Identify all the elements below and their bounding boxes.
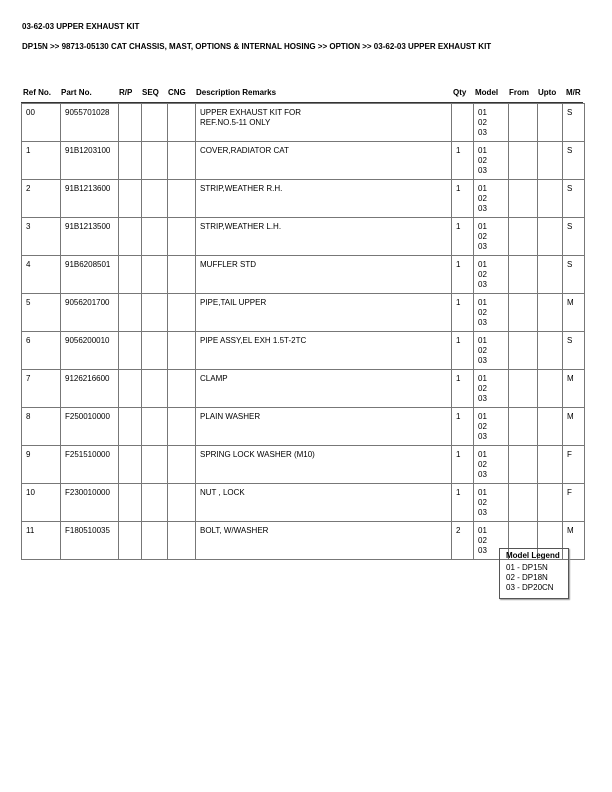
- upto-cell: [538, 370, 563, 408]
- description-cell: [196, 370, 452, 408]
- description-line: UPPER EXHAUST KIT FOR: [200, 108, 302, 117]
- model-code: 03: [478, 204, 487, 213]
- description-cell: [196, 180, 452, 218]
- mr-cell: M: [563, 522, 585, 560]
- cng-cell: [168, 522, 196, 560]
- model-code: 03: [478, 242, 487, 251]
- from-cell: [509, 332, 538, 370]
- model-code: 02: [478, 384, 487, 393]
- qty-cell: 1: [452, 484, 474, 522]
- rp-cell: [119, 332, 142, 370]
- mr-cell: F: [563, 446, 585, 484]
- seq-cell: [142, 256, 168, 294]
- model-code: 03: [478, 394, 487, 403]
- description-cell: [196, 218, 452, 256]
- model-legend: [499, 548, 569, 599]
- qty-cell: 1: [452, 180, 474, 218]
- ref-cell: 00: [22, 104, 61, 142]
- part-no-cell: F180510035: [61, 522, 119, 560]
- part-no-cell: F251510000: [61, 446, 119, 484]
- column-header: Part No.: [61, 88, 92, 97]
- rp-cell: [119, 142, 142, 180]
- from-cell: [509, 408, 538, 446]
- description-line: BOLT, W/WASHER: [200, 526, 269, 535]
- from-cell: [509, 446, 538, 484]
- model-code: 02: [478, 346, 487, 355]
- upto-cell: [538, 104, 563, 142]
- description-line: COVER,RADIATOR CAT: [200, 146, 289, 155]
- description-line: MUFFLER STD: [200, 260, 256, 269]
- model-code: 02: [478, 536, 487, 545]
- model-code: 02: [478, 460, 487, 469]
- qty-cell: 1: [452, 370, 474, 408]
- model-code: 03: [478, 432, 487, 441]
- from-cell: [509, 180, 538, 218]
- model-code: 02: [478, 422, 487, 431]
- mr-cell: S: [563, 332, 585, 370]
- model-code: 02: [478, 232, 487, 241]
- model-code: 03: [478, 470, 487, 479]
- table-row: [22, 256, 585, 294]
- cng-cell: [168, 256, 196, 294]
- column-header: Ref No.: [23, 88, 51, 97]
- qty-cell: 1: [452, 218, 474, 256]
- table-row: [22, 180, 585, 218]
- model-cell: [474, 180, 509, 218]
- column-header: Model: [475, 88, 499, 97]
- table-row: [22, 484, 585, 522]
- column-header: SEQ: [142, 88, 159, 97]
- seq-cell: [142, 446, 168, 484]
- rp-cell: [119, 104, 142, 142]
- description-cell: [196, 256, 452, 294]
- model-code: 02: [478, 156, 487, 165]
- cng-cell: [168, 294, 196, 332]
- mr-cell: S: [563, 218, 585, 256]
- mr-cell: S: [563, 142, 585, 180]
- from-cell: [509, 294, 538, 332]
- cng-cell: [168, 218, 196, 256]
- model-code: 02: [478, 270, 487, 279]
- table-row: [22, 104, 585, 142]
- mr-cell: M: [563, 370, 585, 408]
- description-line: STRIP,WEATHER R.H.: [200, 184, 283, 193]
- model-code: 01: [478, 146, 487, 155]
- ref-cell: 7: [22, 370, 61, 408]
- model-cell: [474, 370, 509, 408]
- ref-cell: 10: [22, 484, 61, 522]
- mr-cell: S: [563, 104, 585, 142]
- description-cell: [196, 446, 452, 484]
- model-code: 01: [478, 412, 487, 421]
- rp-cell: [119, 256, 142, 294]
- part-no-cell: 91B6208501: [61, 256, 119, 294]
- qty-cell: 1: [452, 332, 474, 370]
- qty-cell: 1: [452, 408, 474, 446]
- description-cell: [196, 332, 452, 370]
- seq-cell: [142, 294, 168, 332]
- ref-cell: 2: [22, 180, 61, 218]
- column-header: Description Remarks: [196, 88, 277, 97]
- model-code: 01: [478, 184, 487, 193]
- cng-cell: [168, 180, 196, 218]
- part-no-cell: 9056201700: [61, 294, 119, 332]
- ref-cell: 9: [22, 446, 61, 484]
- table-row: [22, 218, 585, 256]
- qty-cell: 1: [452, 294, 474, 332]
- model-cell: [474, 408, 509, 446]
- ref-cell: 11: [22, 522, 61, 560]
- mr-cell: M: [563, 294, 585, 332]
- mr-cell: S: [563, 256, 585, 294]
- column-header: From: [509, 88, 529, 97]
- column-header: M/R: [566, 88, 581, 97]
- model-code: 01: [478, 450, 487, 459]
- description-cell: [196, 522, 452, 560]
- description-line: STRIP,WEATHER L.H.: [200, 222, 282, 231]
- rp-cell: [119, 294, 142, 332]
- model-cell: [474, 256, 509, 294]
- cng-cell: [168, 446, 196, 484]
- seq-cell: [142, 104, 168, 142]
- model-cell: [474, 142, 509, 180]
- ref-cell: 3: [22, 218, 61, 256]
- description-line: PIPE ASSY,EL EXH 1.5T-2TC: [200, 336, 307, 345]
- table-row: [22, 370, 585, 408]
- part-no-cell: F250010000: [61, 408, 119, 446]
- seq-cell: [142, 484, 168, 522]
- mr-cell: M: [563, 408, 585, 446]
- part-no-cell: F230010000: [61, 484, 119, 522]
- model-code: 03: [478, 508, 487, 517]
- from-cell: [509, 256, 538, 294]
- column-header: CNG: [168, 88, 186, 97]
- column-header: R/P: [119, 88, 133, 97]
- description-cell: [196, 104, 452, 142]
- rp-cell: [119, 522, 142, 560]
- model-code: 01: [478, 526, 487, 535]
- part-no-cell: 91B1213500: [61, 218, 119, 256]
- ref-cell: 8: [22, 408, 61, 446]
- seq-cell: [142, 370, 168, 408]
- legend-item: 03 - DP20CN: [506, 583, 554, 592]
- rp-cell: [119, 180, 142, 218]
- upto-cell: [538, 332, 563, 370]
- cng-cell: [168, 484, 196, 522]
- model-code: 03: [478, 546, 487, 555]
- rp-cell: [119, 218, 142, 256]
- rp-cell: [119, 370, 142, 408]
- cng-cell: [168, 104, 196, 142]
- rp-cell: [119, 408, 142, 446]
- table-row: [22, 408, 585, 446]
- qty-cell: 2: [452, 522, 474, 560]
- upto-cell: [538, 256, 563, 294]
- mr-cell: F: [563, 484, 585, 522]
- from-cell: [509, 142, 538, 180]
- upto-cell: [538, 446, 563, 484]
- model-code: 01: [478, 374, 487, 383]
- description-line: PIPE,TAIL UPPER: [200, 298, 267, 307]
- model-code: 02: [478, 498, 487, 507]
- qty-cell: [452, 104, 474, 142]
- model-cell: [474, 104, 509, 142]
- part-no-cell: 91B1203100: [61, 142, 119, 180]
- upto-cell: [538, 218, 563, 256]
- from-cell: [509, 484, 538, 522]
- from-cell: [509, 370, 538, 408]
- legend-title: Model Legend: [506, 551, 560, 560]
- description-cell: [196, 484, 452, 522]
- model-code: 02: [478, 194, 487, 203]
- seq-cell: [142, 180, 168, 218]
- description-cell: [196, 408, 452, 446]
- cng-cell: [168, 370, 196, 408]
- description-cell: [196, 294, 452, 332]
- qty-cell: 1: [452, 446, 474, 484]
- model-code: 03: [478, 166, 487, 175]
- column-header: Upto: [538, 88, 557, 97]
- qty-cell: 1: [452, 256, 474, 294]
- model-code: 03: [478, 128, 487, 137]
- page-title: 03-62-03 UPPER EXHAUST KIT: [22, 22, 140, 31]
- breadcrumb: DP15N >> 98713-05130 CAT CHASSIS, MAST, OPTIONS & INTERNAL HOSING >> OPTION >> 03-62-03 UPPER EXHAUST KIT: [22, 42, 492, 51]
- table-header: [21, 88, 583, 103]
- model-code: 01: [478, 260, 487, 269]
- description-cell: [196, 142, 452, 180]
- legend-item: 01 - DP15N: [506, 563, 548, 572]
- table-row: [22, 142, 585, 180]
- description-line: CLAMP: [200, 374, 228, 383]
- seq-cell: [142, 218, 168, 256]
- cng-cell: [168, 408, 196, 446]
- model-code: 02: [478, 118, 487, 127]
- seq-cell: [142, 408, 168, 446]
- description-line: REF.NO.5-11 ONLY: [200, 118, 271, 127]
- rp-cell: [119, 484, 142, 522]
- model-code: 01: [478, 298, 487, 307]
- model-code: 01: [478, 108, 487, 117]
- model-code: 01: [478, 488, 487, 497]
- table-row: [22, 332, 585, 370]
- part-no-cell: 9056200010: [61, 332, 119, 370]
- ref-cell: 5: [22, 294, 61, 332]
- description-line: PLAIN WASHER: [200, 412, 261, 421]
- model-cell: [474, 332, 509, 370]
- upto-cell: [538, 408, 563, 446]
- model-cell: [474, 294, 509, 332]
- model-code: 03: [478, 318, 487, 327]
- model-code: 03: [478, 356, 487, 365]
- seq-cell: [142, 332, 168, 370]
- from-cell: [509, 104, 538, 142]
- upto-cell: [538, 142, 563, 180]
- model-cell: [474, 218, 509, 256]
- cng-cell: [168, 142, 196, 180]
- model-code: 01: [478, 222, 487, 231]
- column-header: Qty: [453, 88, 467, 97]
- table-row: [22, 294, 585, 332]
- model-code: 02: [478, 308, 487, 317]
- model-code: 01: [478, 336, 487, 345]
- table-row: [22, 446, 585, 484]
- model-cell: [474, 446, 509, 484]
- rp-cell: [119, 446, 142, 484]
- qty-cell: 1: [452, 142, 474, 180]
- seq-cell: [142, 522, 168, 560]
- legend-item: 02 - DP18N: [506, 573, 548, 582]
- upto-cell: [538, 484, 563, 522]
- description-line: SPRING LOCK WASHER (M10): [200, 450, 315, 459]
- model-cell: [474, 484, 509, 522]
- seq-cell: [142, 142, 168, 180]
- ref-cell: 1: [22, 142, 61, 180]
- part-no-cell: 9055701028: [61, 104, 119, 142]
- from-cell: [509, 218, 538, 256]
- upto-cell: [538, 294, 563, 332]
- mr-cell: S: [563, 180, 585, 218]
- cng-cell: [168, 332, 196, 370]
- part-no-cell: 9126216600: [61, 370, 119, 408]
- upto-cell: [538, 180, 563, 218]
- ref-cell: 6: [22, 332, 61, 370]
- ref-cell: 4: [22, 256, 61, 294]
- model-code: 03: [478, 280, 487, 289]
- part-no-cell: 91B1213600: [61, 180, 119, 218]
- parts-table: [21, 103, 585, 560]
- description-line: NUT , LOCK: [200, 488, 245, 497]
